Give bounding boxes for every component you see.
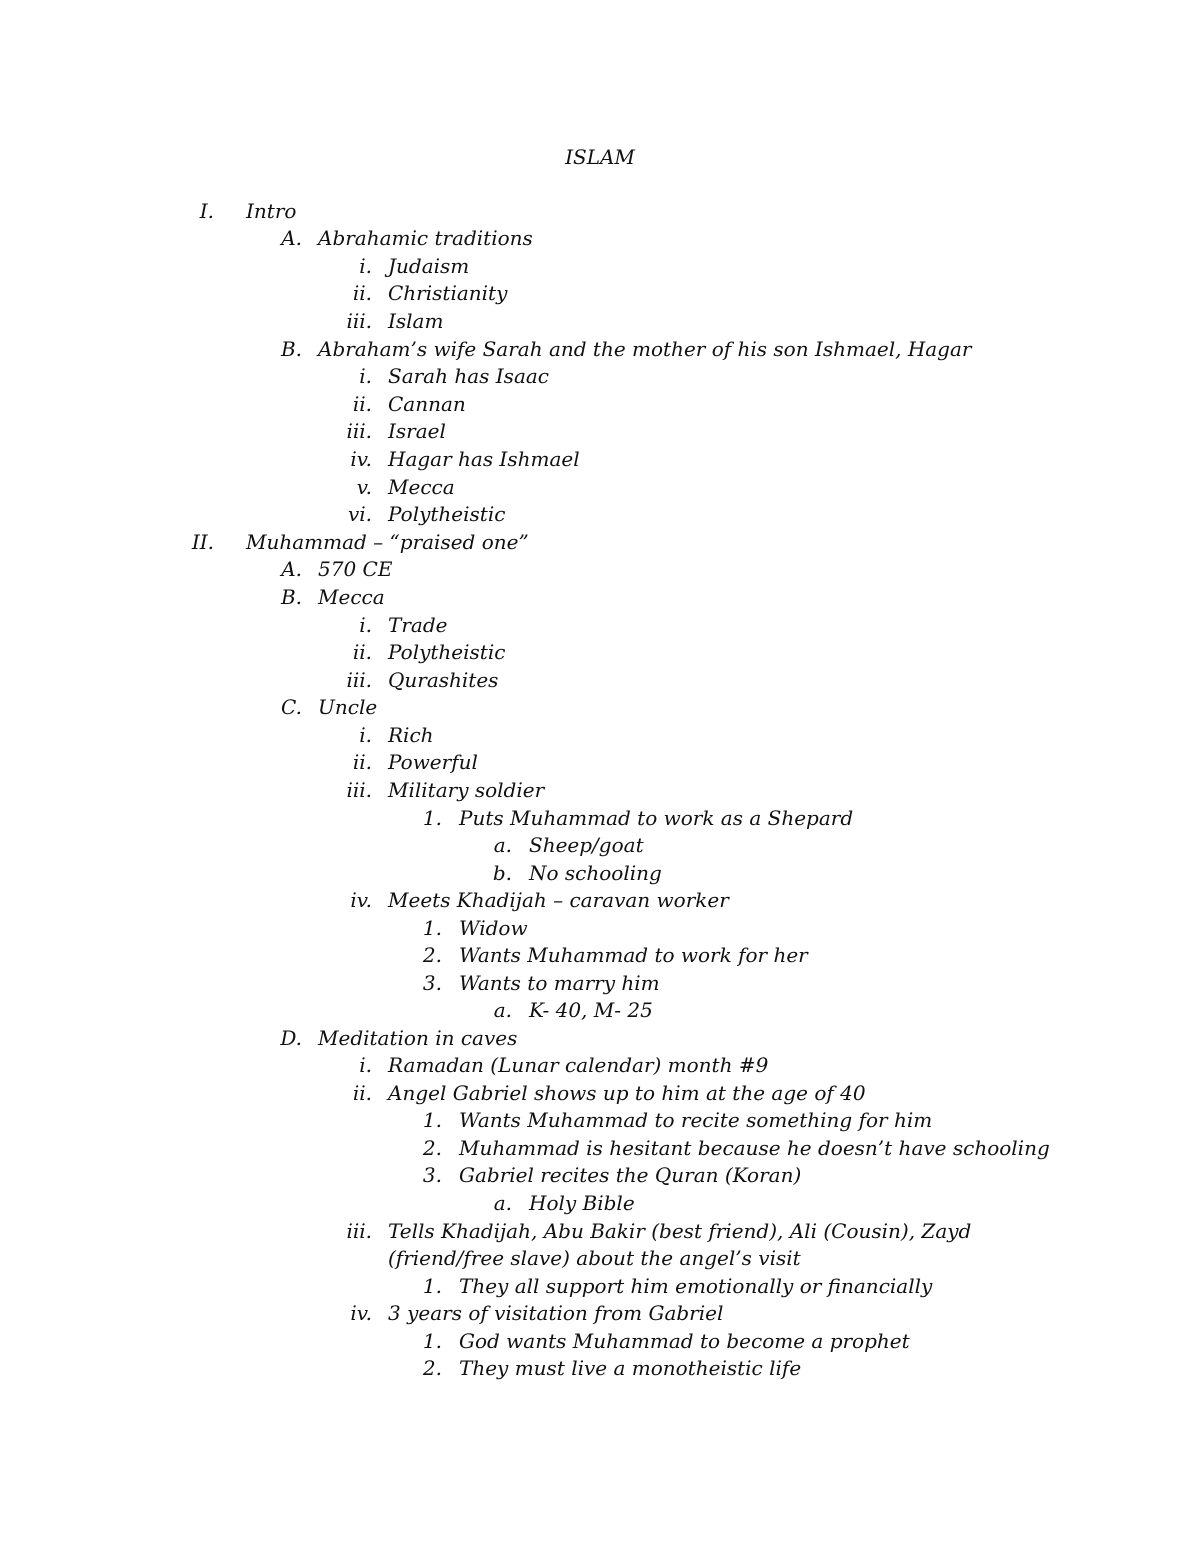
outline-marker: b. [492,861,512,885]
outline-marker: D. [280,1026,302,1050]
outline-text: Sheep/goat [529,833,644,857]
outline-text: Angel Gabriel shows up to him at the age of 40 [388,1081,866,1105]
outline-text: K- 40, M- 25 [529,998,653,1022]
outline-text: Trade [388,613,448,637]
outline-marker: a. [493,1191,512,1215]
outline-marker: ii. [352,750,372,774]
outline-marker: i. [359,364,372,388]
outline-text: (friend/free slave) about the angel’s visit [388,1246,801,1270]
outline-marker: v. [356,475,372,499]
outline-marker: i. [359,1053,372,1077]
outline-text: Polytheistic [388,502,506,526]
outline-marker: 1. [422,916,442,940]
outline-marker: 2. [422,1136,442,1160]
outline-marker: 1. [422,1108,442,1132]
outline-text: Wants to marry him [459,971,660,995]
outline-marker: a. [493,998,512,1022]
outline-marker: iii. [346,309,372,333]
outline-text: Muhammad – “praised one” [246,530,529,554]
outline-text: Muhammad is hesitant because he doesn’t have schooling [459,1136,1050,1160]
outline-text: Islam [388,309,444,333]
outline-text: 3 years of visitation from Gabriel [388,1301,724,1325]
outline-text: Christianity [388,281,508,305]
outline-marker: iii. [346,419,372,443]
outline-marker: A. [281,226,302,250]
outline-text: Widow [459,916,528,940]
outline-marker: 3. [422,1163,442,1187]
outline-marker: vi. [347,502,372,526]
outline-text: Mecca [388,475,455,499]
outline-text: Meditation in caves [318,1026,518,1050]
outline-text: Gabriel recites the Quran (Koran) [459,1163,802,1187]
outline-marker: iv. [350,1301,372,1325]
outline-text: Judaism [388,254,470,278]
outline-marker: iii. [346,1219,372,1243]
outline-text: Wants Muhammad to work for her [459,943,808,967]
outline-text: Ramadan (Lunar calendar) month #9 [388,1053,769,1077]
outline-text: 570 CE [318,557,393,581]
outline-text: Meets Khadijah – caravan worker [388,888,729,912]
outline-text: Military soldier [388,778,545,802]
outline-marker: C. [281,695,302,719]
outline-marker: I. [199,199,214,223]
outline-marker: B. [280,337,302,361]
outline-text: Polytheistic [388,640,506,664]
outline-marker: 1. [422,1274,442,1298]
outline-text: Wants Muhammad to recite something for him [459,1108,933,1132]
outline-marker: ii. [352,640,372,664]
outline-text: Israel [388,419,446,443]
outline-text: Cannan [388,392,466,416]
outline-text: Puts Muhammad to work as a Shepard [459,806,854,830]
outline-text: Mecca [318,585,385,609]
outline-text: They all support him emotionally or financially [459,1274,933,1298]
outline-marker: ii. [352,281,372,305]
outline-marker: 1. [422,806,442,830]
outline-text: They must live a monotheistic life [459,1356,802,1380]
outline-text: Abraham’s wife Sarah and the mother of his son Ishmael, Hagar [318,337,972,361]
document-title: ISLAM [565,145,635,169]
outline-text: God wants Muhammad to become a prophet [459,1329,910,1353]
outline-marker: II. [191,530,214,554]
outline-text: Intro [246,199,297,223]
outline-marker: 2. [422,1356,442,1380]
outline-marker: i. [359,254,372,278]
outline-text: Abrahamic traditions [318,226,533,250]
outline-marker: iii. [346,668,372,692]
outline-text: Tells Khadijah, Abu Bakir (best friend), Ali (Cousin), Zayd [388,1219,972,1243]
outline-marker: iv. [350,888,372,912]
outline-marker: iii. [346,778,372,802]
outline-marker: iv. [350,447,372,471]
outline-marker: 1. [422,1329,442,1353]
outline-marker: 2. [422,943,442,967]
outline-marker: ii. [352,1081,372,1105]
outline-text: Hagar has Ishmael [388,447,580,471]
outline-marker: a. [493,833,512,857]
outline-text: Holy Bible [529,1191,635,1215]
outline-marker: 3. [422,971,442,995]
outline-marker: A. [281,557,302,581]
outline-text: Rich [388,723,434,747]
outline-text: Uncle [318,695,378,719]
outline-marker: ii. [352,392,372,416]
outline-marker: i. [359,723,372,747]
outline-text: Qurashites [388,668,499,692]
outline-marker: i. [359,613,372,637]
outline-text: No schooling [529,861,662,885]
outline-marker: B. [280,585,302,609]
outline-text: Powerful [388,750,478,774]
outline-text: Sarah has Isaac [388,364,549,388]
